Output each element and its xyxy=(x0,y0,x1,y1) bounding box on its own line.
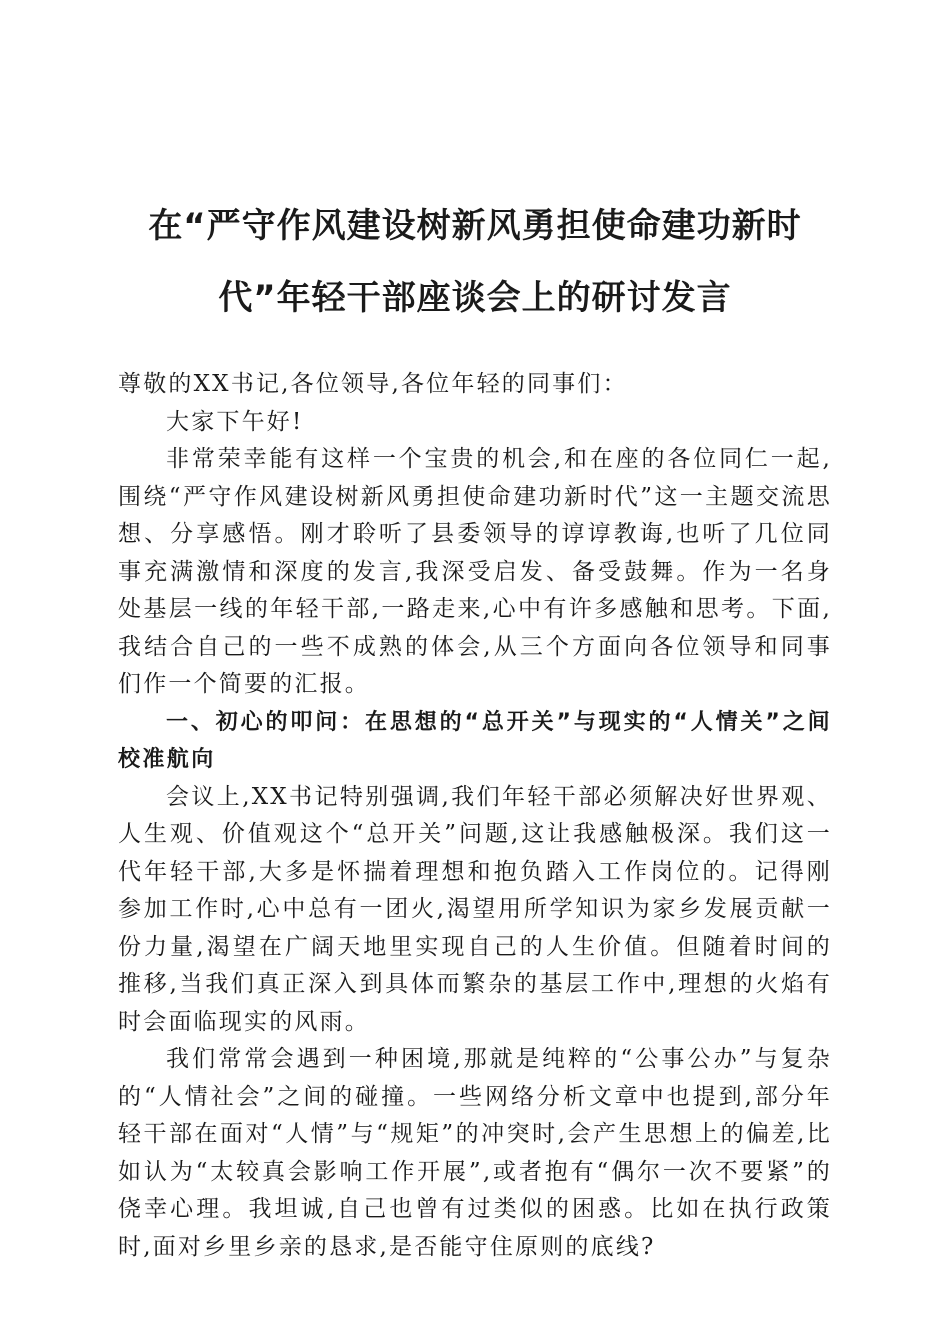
document-body xyxy=(118,366,832,1266)
title-line-1: 在“严守作风建设树新风勇担使命建功新时 xyxy=(148,206,802,246)
greeting: 大家下午好! xyxy=(166,408,304,435)
document-title xyxy=(118,190,832,334)
section-heading-1: 一、初心的叩问：在思想的“总开关”与现实的“人情关”之间校准航向 xyxy=(118,709,832,772)
title-line-2: 代”年轻干部座谈会上的研讨发言 xyxy=(218,278,732,318)
body-paragraph-2: 我们常常会遇到一种困境,那就是纯粹的“公事公办”与复杂的“人情社会”之间的碰撞。一些网络分析文章中也提到,部分年轻干部在面对“人情”与“规矩”的冲突时,会产生思想上的偏差,比如认为“太较真会影响工作开展”,或者抱有“偶尔一次不要紧”的侥幸心理。我坦诚,自己也曾有过类似的困惑。比如在执行政策时,面对乡里乡亲的恳求,是否能守住原则的底线? xyxy=(118,1046,832,1260)
intro-paragraph: 非常荣幸能有这样一个宝贵的机会,和在座的各位同仁一起,围绕“严守作风建设树新风勇担使命建功新时代”这一主题交流思想、分享感悟。刚才聆听了县委领导的谆谆教诲,也听了几位同事充满激情和深度的发言,我深受启发、备受鼓舞。作为一名身处基层一线的年轻干部,一路走来,心中有许多感触和思考。下面,我结合自己的一些不成熟的体会,从三个方面向各位领导和同事们作一个简要的汇报。 xyxy=(118,446,832,697)
salutation: 尊敬的XX书记,各位领导,各位年轻的同事们： xyxy=(118,371,628,397)
body-paragraph-1: 会议上,XX书记特别强调,我们年轻干部必须解决好世界观、人生观、价值观这个“总开关”问题,这让我感触极深。我们这一代年轻干部,大多是怀揣着理想和抱负踏入工作岗位的。记得刚参加工作时,心中总有一团火,渴望用所学知识为家乡发展贡献一份力量,渴望在广阔天地里实现自己的人生价值。但随着时间的推移,当我们真正深入到具体而繁杂的基层工作中,理想的火焰有时会面临现实的风雨。 xyxy=(118,783,832,1035)
